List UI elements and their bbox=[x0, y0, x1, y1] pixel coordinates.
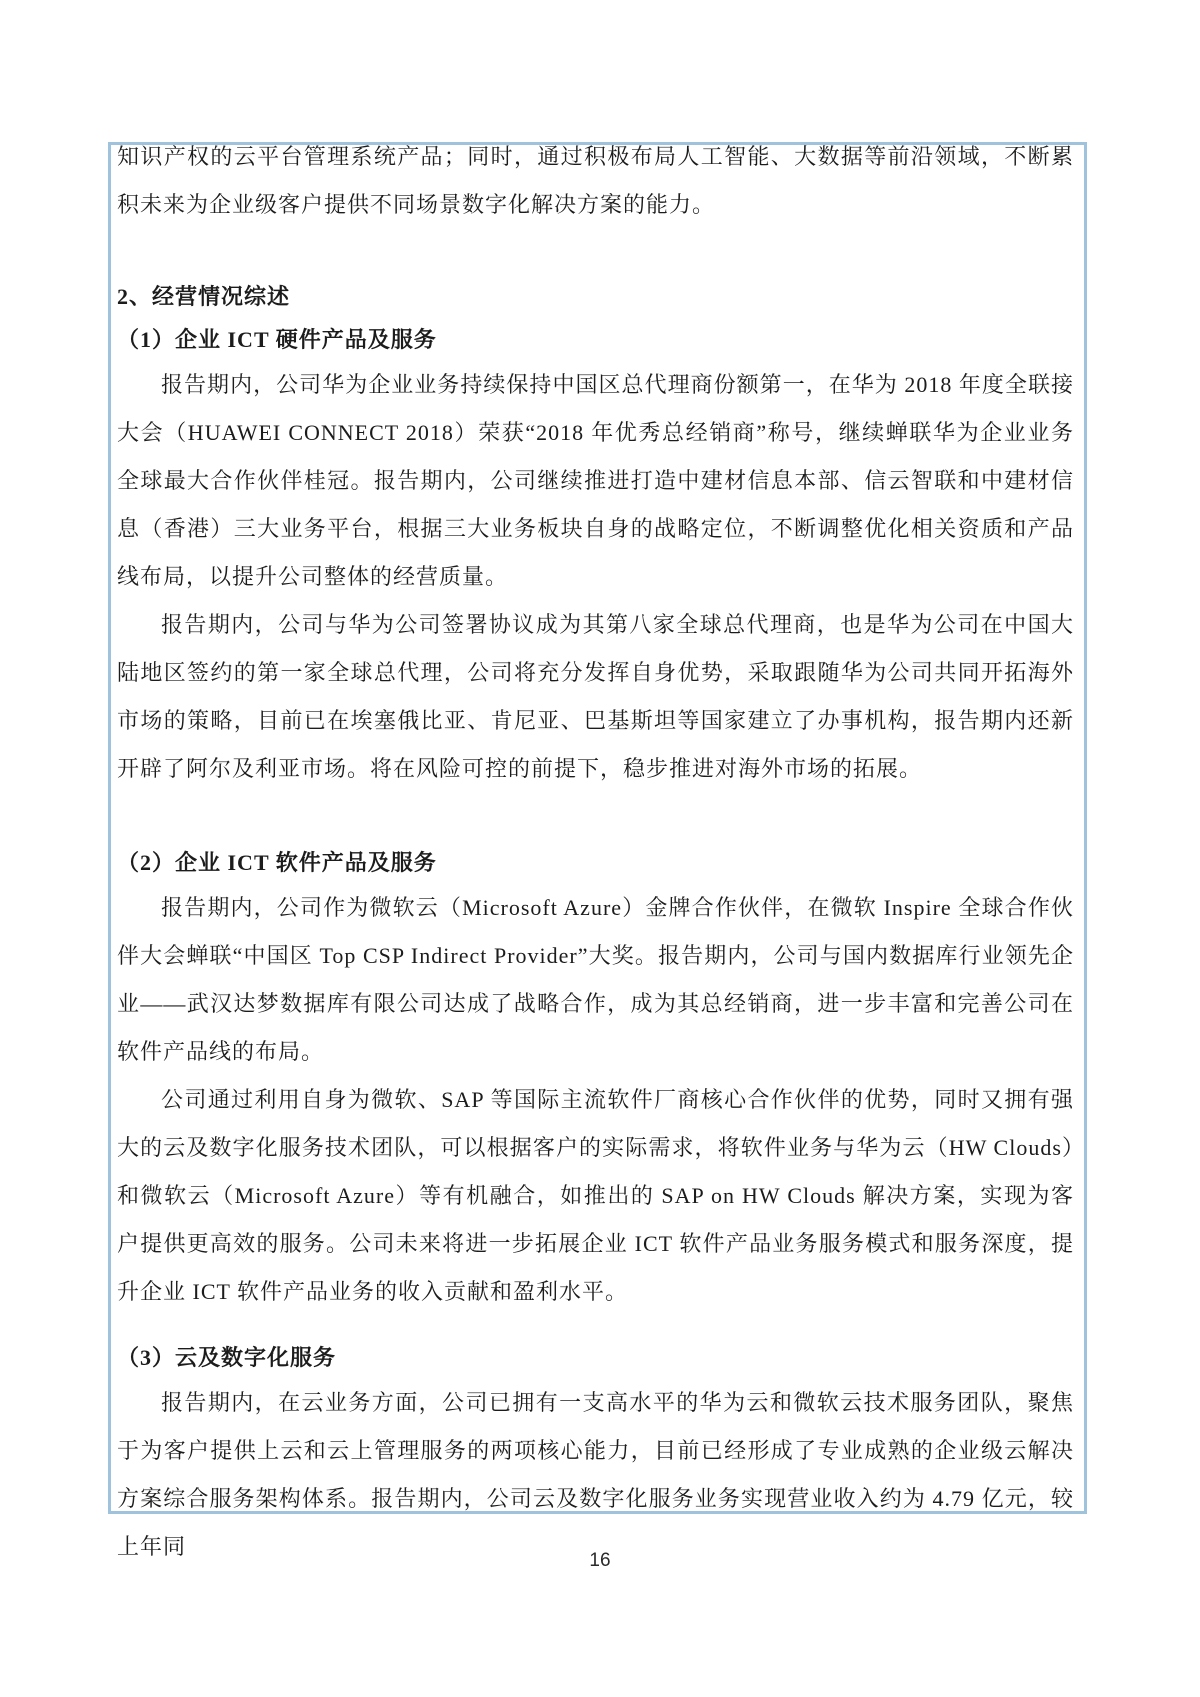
subsection-3-paragraph-1: 报告期内，在云业务方面，公司已拥有一支高水平的华为云和微软云技术服务团队，聚焦于为客户提供上云和云上管理服务的两项核心能力，目前已经形成了专业成熟的企业级云解决方案综合服务架构体系。报告期内，公司云及数字化服务业务实现营业收入约为 4.79 亿元，较上年同 bbox=[117, 1390, 1074, 1559]
subsection-3-heading: （3）云及数字化服务 bbox=[117, 1345, 337, 1370]
subsection-2-paragraph-1: 报告期内，公司作为微软云（Microsoft Azure）金牌合作伙伴，在微软 Inspire 全球合作伙伴大会蝉联“中国区 Top CSP Indirect Provider”大奖。报告期内，公司与国内数据库行业领先企业——武汉达梦数据库有限公司达成了战略合作，成为其总经销商，进一步丰富和完善公司在软件产品线的布局。 bbox=[117, 895, 1074, 1064]
content-border-box bbox=[108, 142, 1087, 1559]
subsection-1-paragraph-1: 报告期内，公司华为企业业务持续保持中国区总代理商份额第一，在华为 2018 年度全联接大会（HUAWEI CONNECT 2018）荣获“2018 年优秀总经销商”称号，继续蝉联华为企业业务全球最大合作伙伴桂冠。报告期内，公司继续推进打造中建材信息本部、信云智联和中建材信息（香港）三大业务平台，根据三大业务板块自身的战略定位，不断调整优化相关资质和产品线布局，以提升公司整体的经营质量。 bbox=[117, 372, 1074, 589]
subsection-2-heading: （2）企业 ICT 软件产品及服务 bbox=[117, 850, 437, 875]
continuation-paragraph: 知识产权的云平台管理系统产品；同时，通过积极布局人工智能、大数据等前沿领域，不断累积未来为企业级客户提供不同场景数字化解决方案的能力。 bbox=[117, 144, 1074, 217]
page-number: 16 bbox=[589, 1550, 611, 1571]
subsection-1-heading: （1）企业 ICT 硬件产品及服务 bbox=[117, 327, 437, 352]
subsection-1-paragraph-2: 报告期内，公司与华为公司签署协议成为其第八家全球总代理商，也是华为公司在中国大陆地区签约的第一家全球总代理，公司将充分发挥自身优势，采取跟随华为公司共同开拓海外市场的策略，目前已在埃塞俄比亚、肯尼亚、巴基斯坦等国家建立了办事机构，报告期内还新开辟了阿尔及利亚市场。将在风险可控的前提下，稳步推进对海外市场的拓展。 bbox=[117, 612, 1074, 781]
subsection-2-paragraph-2: 公司通过利用自身为微软、SAP 等国际主流软件厂商核心合作伙伴的优势，同时又拥有强大的云及数字化服务技术团队，可以根据客户的实际需求，将软件业务与华为云（HW Clouds）和微软云（Microsoft Azure）等有机融合，如推出的 SAP on HW Clouds 解决方案，实现为客户提供更高效的服务。公司未来将进一步拓展企业 ICT 软件产品业务服务模式和服务深度，提升企业 ICT 软件产品业务的收入贡献和盈利水平。 bbox=[117, 1087, 1074, 1304]
section-heading: 2、经营情况综述 bbox=[117, 284, 291, 309]
